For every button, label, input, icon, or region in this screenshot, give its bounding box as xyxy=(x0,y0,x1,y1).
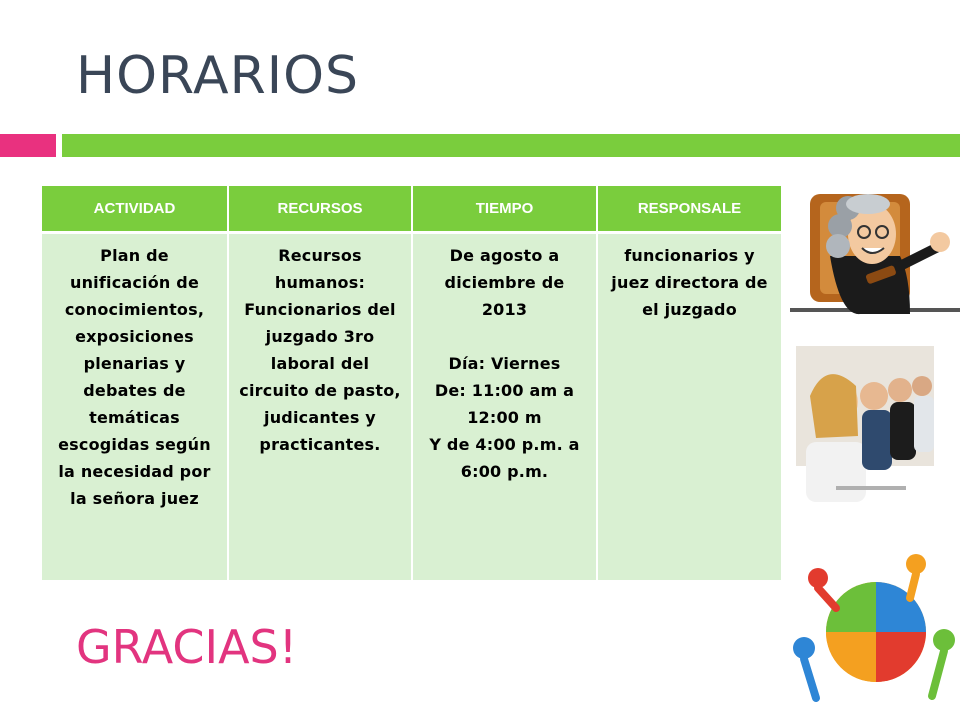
actividad-line: la necesidad por xyxy=(58,461,211,481)
tiempo-line: diciembre de xyxy=(444,272,565,292)
actividad-line: conocimientos, xyxy=(64,299,205,319)
header-responsable: RESPONSALE xyxy=(597,186,781,232)
schedule-table xyxy=(42,186,781,580)
closing-text: GRACIAS! xyxy=(76,620,298,674)
recursos-line: laboral del xyxy=(270,353,370,373)
tiempo-line: 2013 xyxy=(481,299,528,319)
actividad-line: Plan de xyxy=(100,245,169,265)
teamwork-puzzle-icon xyxy=(786,548,960,720)
actividad-line: exposiciones xyxy=(75,326,194,346)
header-actividad: ACTIVIDAD xyxy=(42,186,228,232)
tiempo-line: Día: Viernes xyxy=(448,353,561,373)
recursos-line: circuito de pasto, xyxy=(239,380,401,400)
actividad-line: debates de xyxy=(83,380,186,400)
recursos-line: judicantes y xyxy=(264,407,376,427)
tiempo-spacer xyxy=(419,323,590,350)
cell-actividad xyxy=(42,232,228,580)
tiempo-line: De: 11:00 am a xyxy=(434,380,575,400)
recursos-line: practicantes. xyxy=(259,434,381,454)
actividad-line: plenarias y xyxy=(83,353,186,373)
header-tiempo: TIEMPO xyxy=(412,186,597,232)
accent-bar-pink xyxy=(0,134,56,157)
actividad-line: temáticas xyxy=(89,407,180,427)
tiempo-line: Y de 4:00 p.m. a xyxy=(429,434,580,454)
tiempo-line: De agosto a xyxy=(449,245,560,265)
responsable-line: el juzgado xyxy=(642,299,737,319)
responsable-line: juez directora de xyxy=(611,272,768,292)
cell-responsable xyxy=(597,232,781,580)
tiempo-line: 6:00 p.m. xyxy=(460,461,549,481)
actividad-line: la señora juez xyxy=(70,488,199,508)
table-header-row xyxy=(42,186,781,232)
cell-recursos xyxy=(228,232,412,580)
recursos-line: juzgado 3ro xyxy=(265,326,375,346)
table-row xyxy=(42,232,781,580)
actividad-line: escogidas según xyxy=(58,434,211,454)
judge-cartoon-icon xyxy=(790,186,960,320)
actividad-line: unificación de xyxy=(69,272,200,292)
slide-title: HORARIOS xyxy=(76,46,360,106)
accent-bar-green xyxy=(62,134,960,157)
tiempo-line: 12:00 m xyxy=(467,407,542,427)
recursos-line: Funcionarios del xyxy=(244,299,396,319)
cell-tiempo xyxy=(412,232,597,580)
students-photo xyxy=(796,346,934,526)
responsable-line: funcionarios y xyxy=(624,245,755,265)
recursos-line: humanos: xyxy=(274,272,366,292)
recursos-line: Recursos xyxy=(278,245,362,265)
header-recursos: RECURSOS xyxy=(228,186,412,232)
